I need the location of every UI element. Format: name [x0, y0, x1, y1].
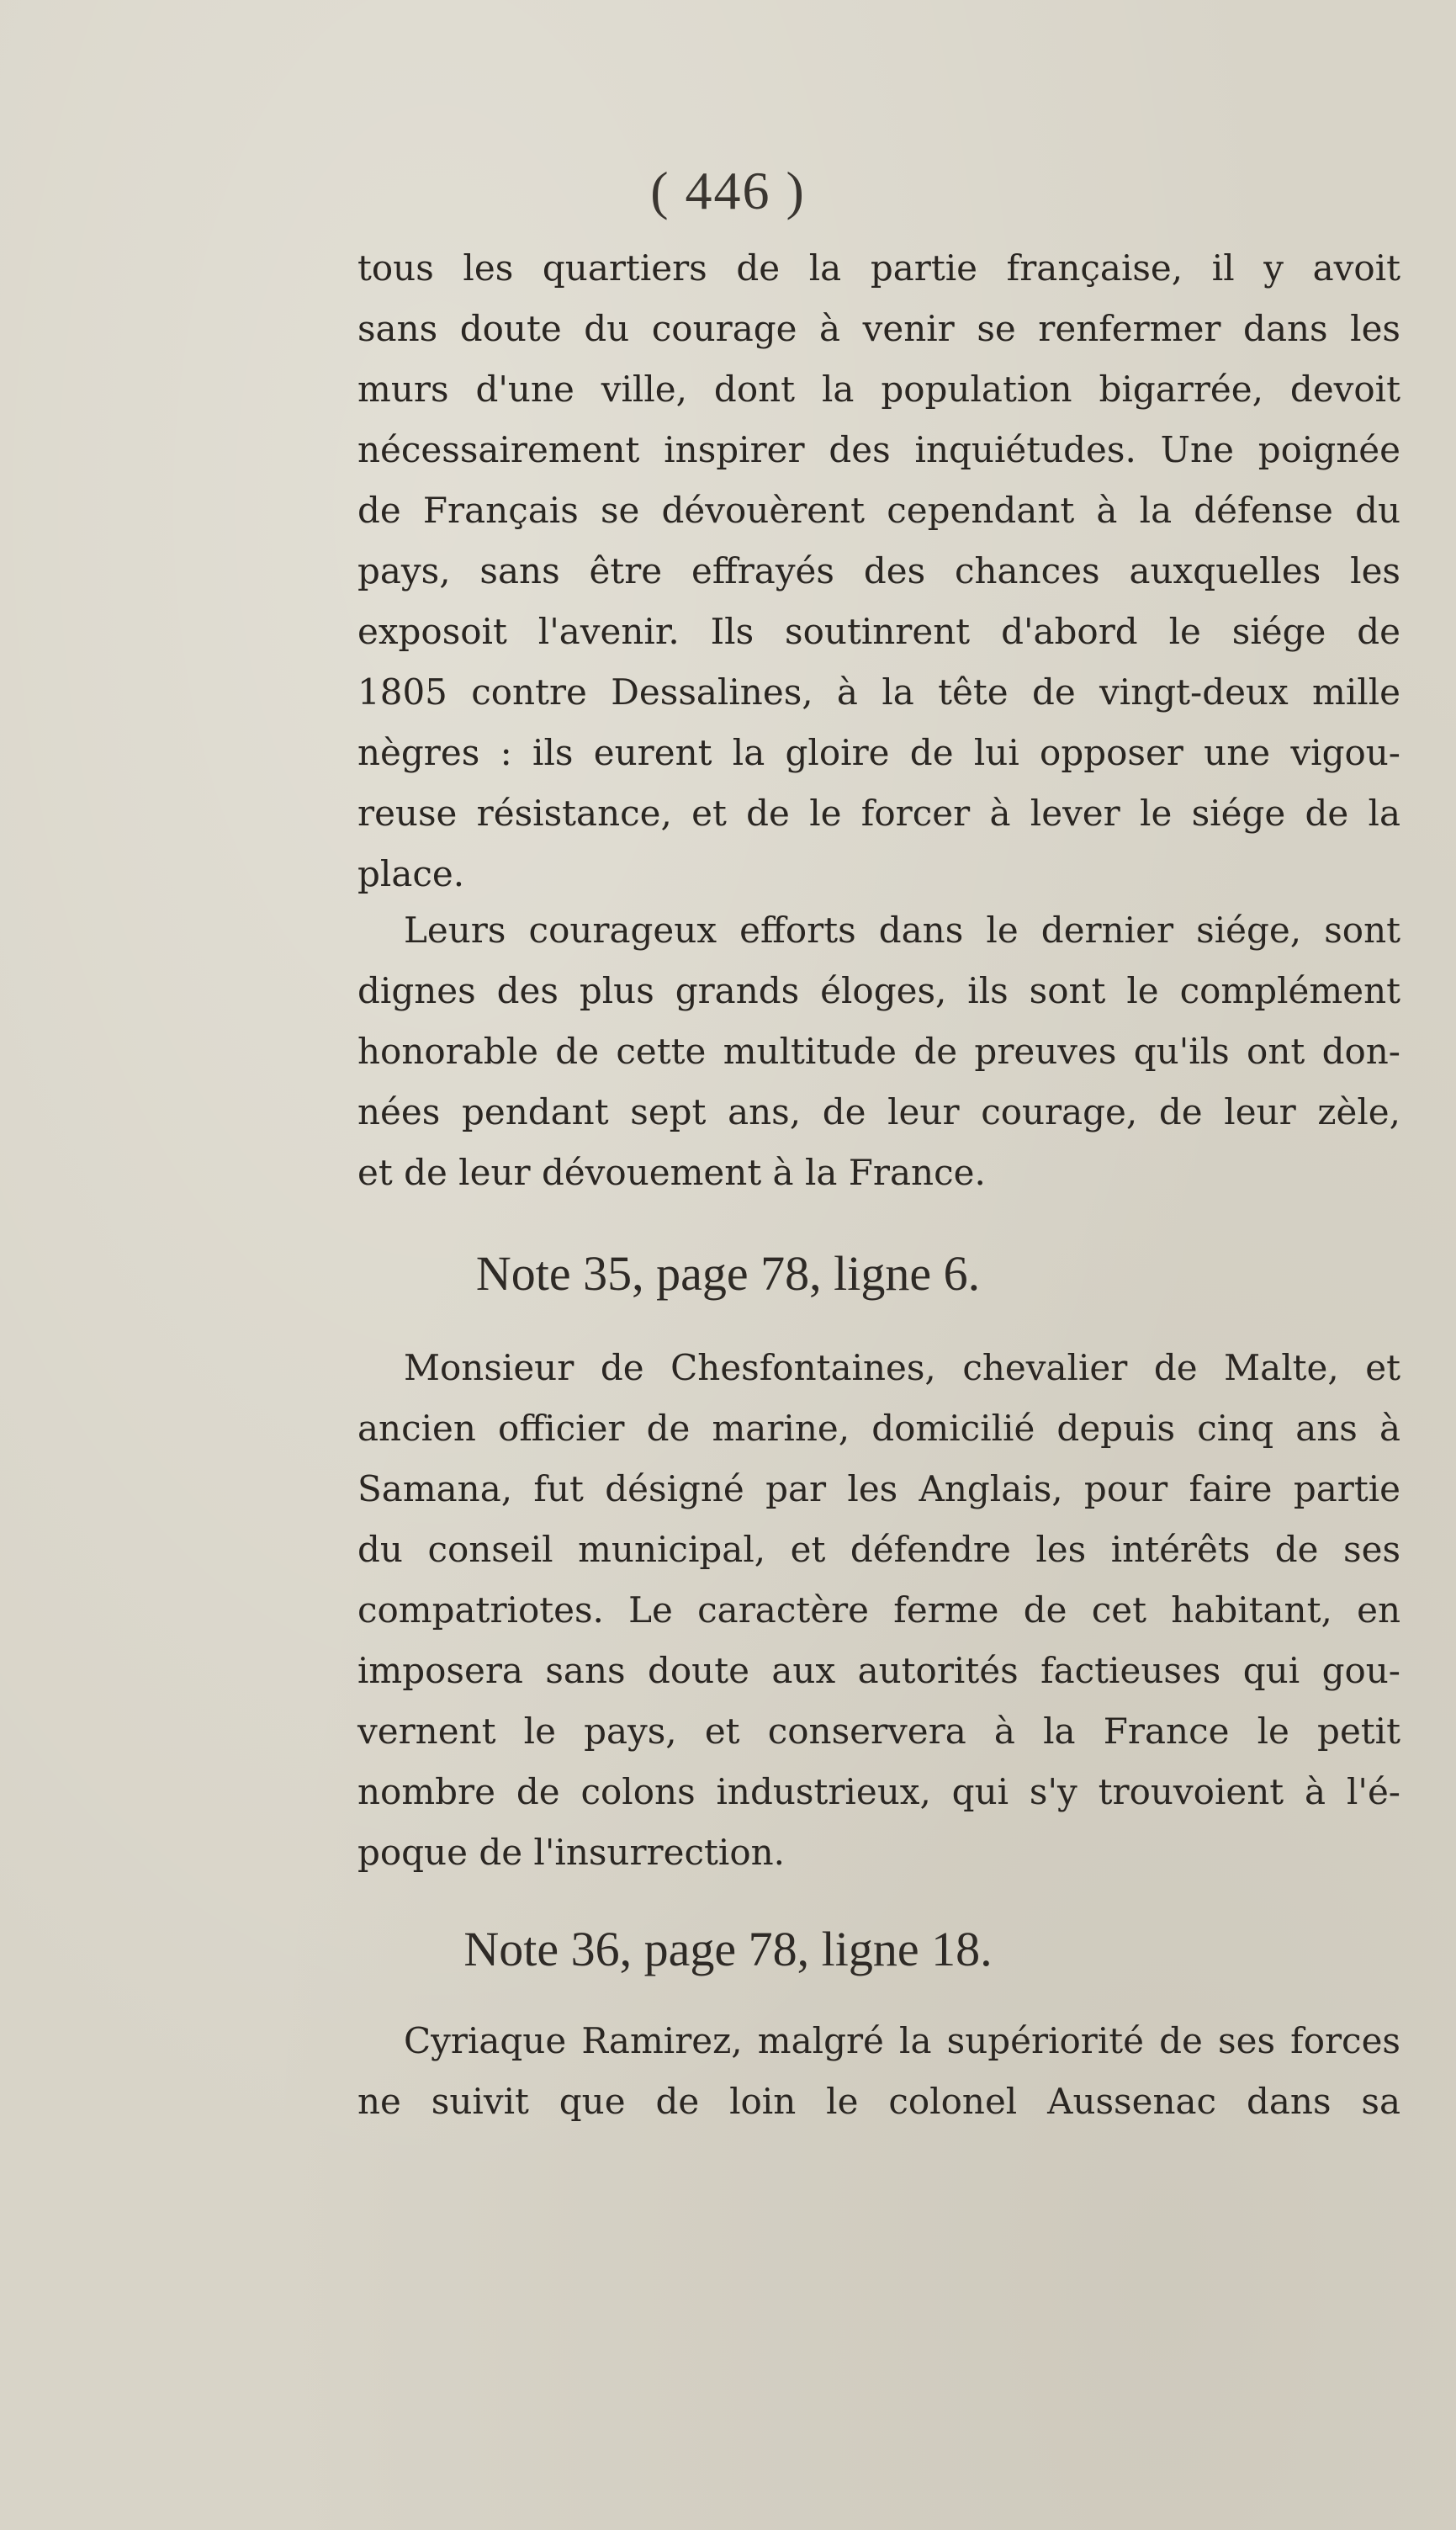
text-line: nombre de colons industrieux, qui s'y trouvoient à l'é- — [357, 1771, 1400, 1812]
paragraph-courage-praise — [357, 900, 1400, 1203]
page-number: ( 446 ) — [650, 161, 806, 220]
text-line: honorable de cette multitude de preuves qu'ils ont don- — [357, 1031, 1400, 1072]
text-line: imposera sans doute aux autorités factieuses qui gou- — [357, 1650, 1400, 1691]
text-line: nécessairement inspirer des inquiétudes. Une poignée — [357, 429, 1400, 470]
text-line: du conseil municipal, et défendre les intérêts de ses — [357, 1529, 1400, 1570]
text-line: 1805 contre Dessalines, à la tête de vingt-deux mille — [357, 671, 1400, 713]
text-line: exposoit l'avenir. Ils soutinrent d'abord le siége de — [357, 611, 1400, 652]
text-line: Samana, fut désigné par les Anglais, pour faire partie — [357, 1468, 1400, 1509]
note-36-heading: Note 36, page 78, ligne 18. — [463, 1922, 993, 1976]
text-line: de Français se dévouèrent cependant à la défense du — [357, 490, 1400, 531]
text-line: poque de l'insurrection. — [357, 1832, 785, 1873]
paragraph-insurrection-defense — [357, 238, 1400, 904]
text-line: compatriotes. Le caractère ferme de cet habitant, en — [357, 1589, 1400, 1631]
text-line: murs d'une ville, dont la population bigarrée, devoit — [357, 369, 1400, 410]
note-36-body — [357, 2011, 1400, 2132]
text-line: pays, sans être effrayés des chances auxquelles les — [357, 550, 1400, 591]
text-line: vernent le pays, et conservera à la France le petit — [357, 1711, 1400, 1752]
text-line: nées pendant sept ans, de leur courage, de leur zèle, — [357, 1091, 1400, 1132]
text-line: Leurs courageux efforts dans le dernier siége, sont — [404, 910, 1400, 951]
note-35-heading: Note 35, page 78, ligne 6. — [475, 1246, 981, 1301]
text-line: et de leur dévouement à la France. — [357, 1152, 986, 1193]
text-line: nègres : ils eurent la gloire de lui opposer une vigou- — [357, 732, 1400, 773]
text-line: Monsieur de Chesfontaines, chevalier de Malte, et — [404, 1347, 1400, 1388]
note-35-body — [357, 1338, 1400, 1883]
text-line: sans doute du courage à venir se renfermer dans les — [357, 308, 1400, 349]
text-line: ancien officier de marine, domicilié depuis cinq ans à — [357, 1408, 1400, 1449]
text-line: Cyriaque Ramirez, malgré la supériorité de ses forces — [404, 2020, 1400, 2061]
text-line: dignes des plus grands éloges, ils sont le complément — [357, 970, 1400, 1011]
text-line: place. — [357, 853, 465, 894]
text-line: reuse résistance, et de le forcer à lever le siége de la — [357, 793, 1400, 834]
text-line: tous les quartiers de la partie française, il y avoit — [357, 247, 1400, 289]
text-line: ne suivit que de loin le colonel Aussenac dans sa — [357, 2081, 1400, 2122]
